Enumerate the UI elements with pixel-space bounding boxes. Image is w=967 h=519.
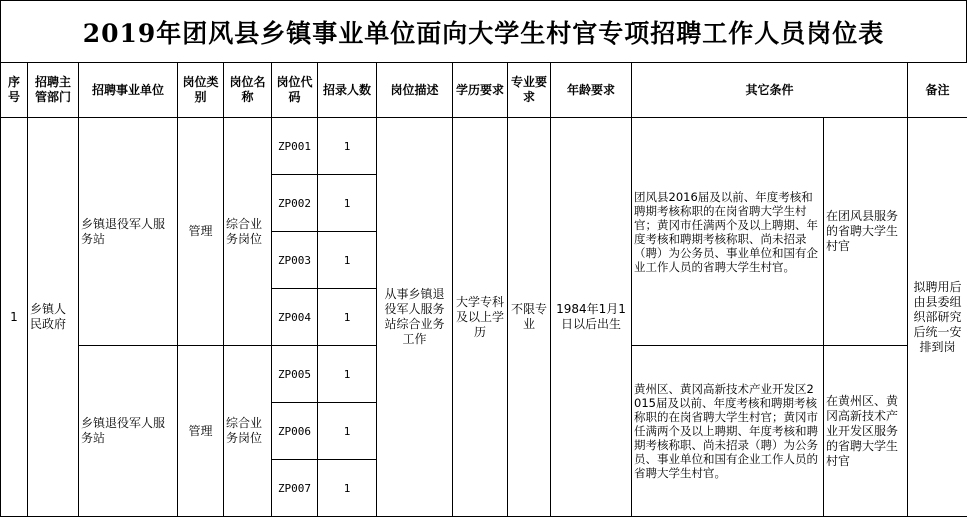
cell-code: ZP002 — [272, 175, 318, 232]
header-code: 岗位代码 — [272, 63, 318, 118]
cell-count: 1 — [318, 403, 377, 460]
cell-code: ZP006 — [272, 403, 318, 460]
cell-position-name: 综合业务岗位 — [224, 346, 272, 517]
header-row — [1, 63, 967, 118]
cell-note: 拟聘用后由县委组织部研究后统一安排到岗 — [908, 118, 967, 517]
cell-category: 管理 — [178, 346, 224, 517]
header-unit: 招聘事业单位 — [79, 63, 178, 118]
header-major: 专业要求 — [508, 63, 551, 118]
cell-edu: 大学专科及以上学历 — [453, 118, 508, 517]
header-name: 岗位名称 — [224, 63, 272, 118]
cell-position-name: 综合业务岗位 — [224, 118, 272, 346]
cell-age: 1984年1月1日以后出生 — [551, 118, 632, 517]
header-age: 年龄要求 — [551, 63, 632, 118]
cell-unit: 乡镇退役军人服务站 — [79, 118, 178, 346]
cell-major: 不限专业 — [508, 118, 551, 517]
cell-count: 1 — [318, 175, 377, 232]
cell-category: 管理 — [178, 118, 224, 346]
cell-code: ZP003 — [272, 232, 318, 289]
cell-code: ZP005 — [272, 346, 318, 403]
header-count: 招录人数 — [318, 63, 377, 118]
header-desc: 岗位描述 — [377, 63, 453, 118]
cell-extra: 在团风县服务的省聘大学生村官 — [824, 118, 908, 346]
positions-table — [0, 62, 967, 517]
cell-desc: 从事乡镇退役军人服务站综合业务工作 — [377, 118, 453, 517]
cell-dept: 乡镇人民政府 — [28, 118, 79, 517]
table-row — [1, 118, 967, 175]
cell-condition: 团风县2016届及以前、年度考核和聘期考核称职的在岗省聘大学生村官；黄冈市任满两个及以上聘期、年度考核和聘期考核称职、尚未招录（聘）为公务员、事业单位和国有企业工作人员的省聘大学生村官。 — [632, 118, 824, 346]
cell-code: ZP007 — [272, 460, 318, 517]
title-bar — [0, 0, 967, 62]
cell-unit: 乡镇退役军人服务站 — [79, 346, 178, 517]
header-note: 备注 — [908, 63, 967, 118]
header-seq: 序号 — [1, 63, 28, 118]
cell-count: 1 — [318, 289, 377, 346]
cell-count: 1 — [318, 460, 377, 517]
cell-count: 1 — [318, 232, 377, 289]
header-dept: 招聘主管部门 — [28, 63, 79, 118]
cell-code: ZP004 — [272, 289, 318, 346]
header-category: 岗位类别 — [178, 63, 224, 118]
cell-count: 1 — [318, 346, 377, 403]
cell-count: 1 — [318, 118, 377, 175]
cell-extra: 在黄州区、黄冈高新技术产业开发区服务的省聘大学生村官 — [824, 346, 908, 517]
page-title: 2019年团风县乡镇事业单位面向大学生村官专项招聘工作人员岗位表 — [82, 18, 885, 48]
cell-code: ZP001 — [272, 118, 318, 175]
header-other: 其它条件 — [632, 63, 908, 118]
cell-condition: 黄州区、黄冈高新技术产业开发区2015届及以前、年度考核和聘期考核称职的在岗省聘大学生村官；黄冈市任满两个及以上聘期、年度考核和聘期考核称职、尚未招录（聘）为公务员、事业单位和国有企业工作人员的省聘大学生村官。 — [632, 346, 824, 517]
cell-seq: 1 — [1, 118, 28, 517]
header-edu: 学历要求 — [453, 63, 508, 118]
